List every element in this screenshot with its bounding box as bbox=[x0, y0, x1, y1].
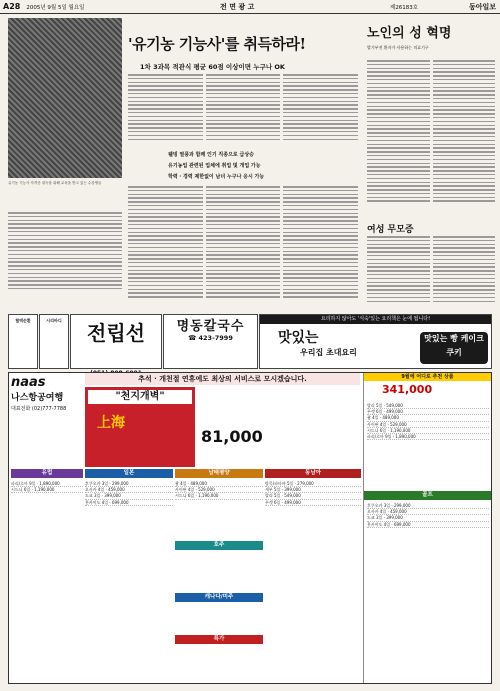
china-tour-city: 上海 bbox=[97, 415, 125, 431]
article-bullet-list bbox=[168, 150, 323, 183]
photo-caption: 유기농 기능사 자격증 취득을 위해 교육을 받고 있는 수강생들 bbox=[8, 181, 102, 185]
japan-list bbox=[85, 481, 173, 506]
side-text-2 bbox=[367, 236, 495, 310]
list-item: 사이판 4일 · 529,000 bbox=[175, 487, 263, 493]
list-item: 도쿄 3일 · 399,000 bbox=[85, 493, 173, 499]
page-date: 2005년 9월 5일 월요일 bbox=[26, 4, 85, 11]
page-header bbox=[0, 0, 500, 14]
right-banner: 9월에 어디로 추천 상품 bbox=[364, 373, 491, 381]
tour-price-block bbox=[199, 387, 359, 467]
list-item: 오사카 4일 · 459,000 bbox=[85, 487, 173, 493]
page-number: A28 bbox=[3, 2, 21, 11]
china-tour-title: "천지개벽" bbox=[88, 390, 192, 404]
list-item: 시드니 6일 · 1,190,000 bbox=[367, 428, 489, 434]
list-item: 발리 5일 · 549,000 bbox=[265, 493, 361, 499]
article-photo bbox=[8, 18, 122, 178]
section-southeast-asia: 동남아 bbox=[265, 469, 361, 478]
ad-small-2-text: 시리바디 bbox=[46, 318, 62, 323]
ad-cookbook-cake: 맛있는 빵 케이크 쿠키 bbox=[420, 332, 488, 364]
agency-logo: naas bbox=[11, 375, 46, 390]
section-golf: 골프 bbox=[364, 491, 491, 500]
ad-cookbook bbox=[259, 314, 492, 369]
section-special: 특가 bbox=[175, 635, 263, 644]
issue-number: 제26183호 bbox=[390, 4, 419, 11]
bullet-item: 학력 · 경력 제한없이 남녀 누구나 응시 가능 bbox=[168, 174, 265, 180]
ad-small-1 bbox=[8, 314, 38, 369]
list-item: 후쿠오카 3일 · 299,000 bbox=[85, 481, 173, 487]
agency-name: 나스항공여행 bbox=[11, 393, 64, 403]
bullet-item: 웰빙 열풍과 함께 인기 직종으로 급상승 bbox=[168, 152, 254, 158]
ad-kalguksu bbox=[163, 314, 258, 369]
article-text-left bbox=[8, 212, 122, 310]
list-item: 괌 4일 · 489,000 bbox=[367, 415, 489, 421]
list-item: 시드니 6일 · 1,190,000 bbox=[11, 487, 83, 493]
travel-ad bbox=[8, 372, 492, 684]
ad-jeondapseon bbox=[70, 314, 162, 369]
newspaper-logo: 동아일보 bbox=[468, 2, 496, 11]
list-item: 방콕/파타야 5일 · 279,000 bbox=[265, 481, 361, 487]
ad-cookbook-subtitle: 우리집 초대요리 bbox=[300, 348, 357, 357]
side-text bbox=[367, 60, 495, 218]
travel-banner: 추석 · 개천절 연휴에도 최상의 서비스로 모시겠습니다. bbox=[85, 373, 360, 385]
article-body-top bbox=[128, 74, 358, 148]
side-title: 노인의 성 혁명 bbox=[367, 26, 452, 41]
ad-cookbook-title: 맛있는 bbox=[278, 330, 319, 346]
section-label: 전 면 광 고 bbox=[220, 2, 255, 11]
golf-list bbox=[367, 503, 489, 528]
list-item: 푸켓 6일 · 499,000 bbox=[265, 500, 361, 506]
article-title: '유기농 기능사'를 취득하라! bbox=[128, 35, 306, 53]
ad-cookbook-header: 요리하지 않아도 '식숙'있는 요리책은 눈에 띕니다! bbox=[260, 315, 491, 324]
article-subtitle: 1차 3과목 적관식 평균 60점 이상이면 누구나 OK bbox=[140, 63, 285, 71]
list-item: 푸켓 6일 · 499,000 bbox=[367, 409, 489, 415]
agency-phone: 대표전화 (02)777-7788 bbox=[11, 406, 67, 412]
list-item: 발리 5일 · 549,000 bbox=[367, 403, 489, 409]
ad-kalguksu-phone: ☎ 423-7999 bbox=[188, 334, 233, 342]
list-item: 홋카이도 4일 · 699,000 bbox=[367, 522, 489, 528]
section-japan: 일본 bbox=[85, 469, 173, 478]
list-item: 세부 5일 · 399,000 bbox=[265, 487, 361, 493]
europe-list bbox=[11, 481, 83, 493]
list-item: 도쿄 3일 · 399,000 bbox=[367, 515, 489, 521]
section-australia: 호주 bbox=[175, 541, 263, 550]
list-item: 후쿠오카 3일 · 299,000 bbox=[367, 503, 489, 509]
ad-small-2 bbox=[39, 314, 69, 369]
ad-small-1-text: 혈액순환 bbox=[15, 318, 31, 323]
section-south-pacific: 남태평양 bbox=[175, 469, 263, 478]
list-item: 홋카이도 4일 · 699,000 bbox=[85, 500, 173, 506]
side-subtitle: 발기부전 환자가 사용하는 의료기구 bbox=[367, 45, 429, 50]
side-title-2: 여성 무모증 bbox=[367, 225, 414, 235]
pacific-list bbox=[175, 481, 263, 500]
travel-agency-block bbox=[11, 375, 81, 435]
section-europe: 유럽 bbox=[11, 469, 83, 478]
travel-right-column bbox=[363, 373, 491, 683]
list-item: 사이판 4일 · 529,000 bbox=[367, 422, 489, 428]
ad-kalguksu-name: 명동칼국수 bbox=[176, 319, 245, 334]
sea-list bbox=[265, 481, 361, 506]
tour-price: 81,000 bbox=[201, 427, 263, 446]
list-item: 괌 4일 · 489,000 bbox=[175, 481, 263, 487]
right-price: 341,000 bbox=[382, 383, 433, 396]
china-tour-ad bbox=[85, 387, 195, 467]
section-america: 캐나다/미주 bbox=[175, 593, 263, 602]
list-item: 오사카 4일 · 459,000 bbox=[367, 509, 489, 515]
bullet-item: 유기농업 관련된 업체에 취업 및 개업 가능 bbox=[168, 163, 261, 169]
right-list bbox=[367, 403, 489, 440]
ad-jeondapseon-name: 전립선 bbox=[87, 321, 145, 345]
article-body-bottom bbox=[128, 186, 358, 310]
list-item: 시드니 6일 · 1,190,000 bbox=[175, 493, 263, 499]
list-item: 파리/로마 9일 · 1,890,000 bbox=[367, 434, 489, 440]
list-item: 파리/로마 9일 · 1,890,000 bbox=[11, 481, 83, 487]
